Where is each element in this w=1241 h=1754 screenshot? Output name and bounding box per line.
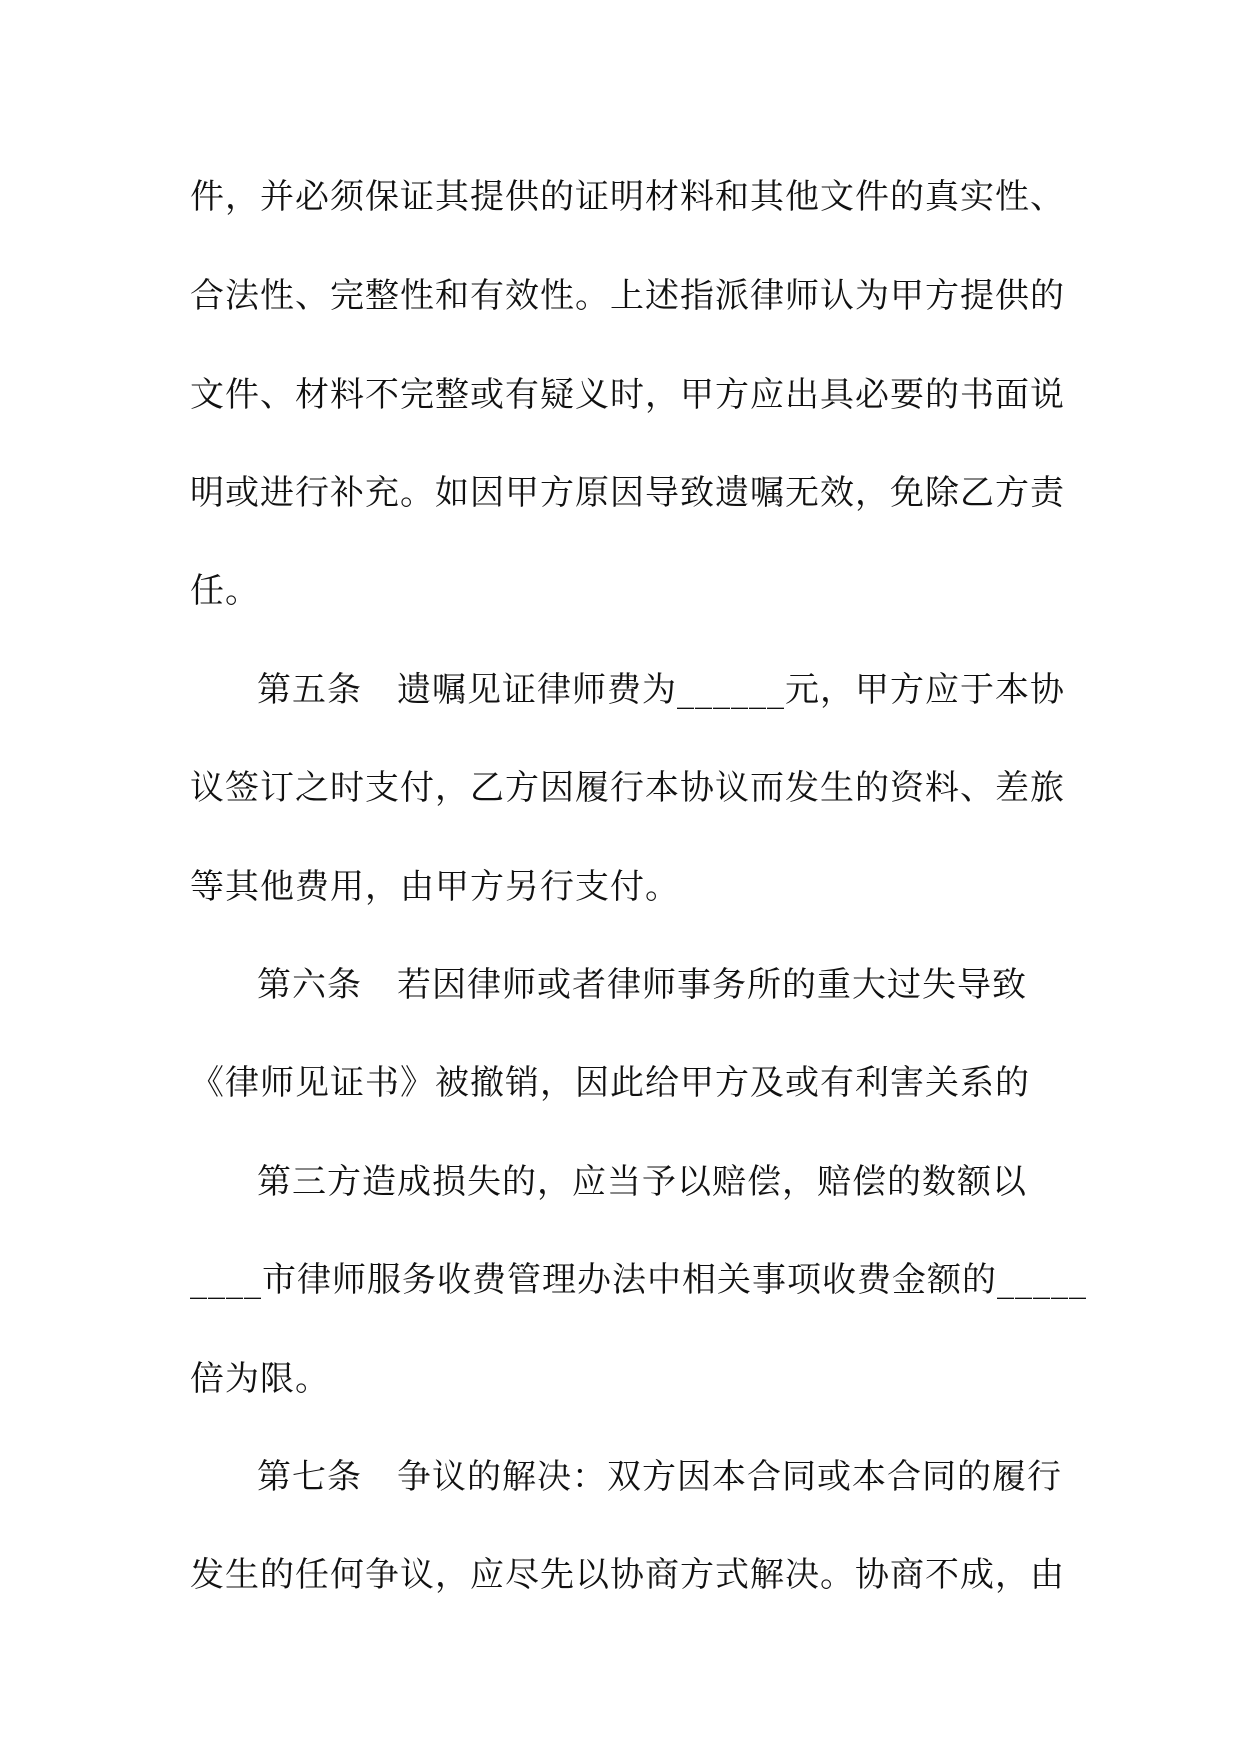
article-7-line: 第七条 争议的解决：双方因本合同或本合同的履行 — [257, 1457, 1062, 1497]
paragraph-line: 等其他费用，由甲方另行支付。 — [190, 867, 680, 907]
paragraph-line: 任。 — [190, 571, 260, 611]
article-6-line: 第六条 若因律师或者律师事务所的重大过失导致 — [257, 965, 1027, 1005]
paragraph-line: ____市律师服务收费管理办法中相关事项收费金额的_____ — [190, 1260, 1087, 1300]
paragraph-line: 合法性、完整性和有效性。上述指派律师认为甲方提供的 — [190, 276, 1065, 316]
article-5-line: 第五条 遗嘱见证律师费为______元，甲方应于本协 — [257, 670, 1065, 710]
paragraph-line: 倍为限。 — [190, 1359, 330, 1399]
paragraph-line: 明或进行补充。如因甲方原因导致遗嘱无效，免除乙方责 — [190, 473, 1065, 513]
paragraph-line: 发生的任何争议，应尽先以协商方式解决。协商不成，由 — [190, 1555, 1065, 1595]
paragraph-line: 《律师见证书》被撤销，因此给甲方及或有利害关系的 — [190, 1063, 1030, 1103]
paragraph-line: 第三方造成损失的，应当予以赔偿，赔偿的数额以 — [257, 1162, 1027, 1202]
paragraph-line: 件，并必须保证其提供的证明材料和其他文件的真实性、 — [190, 177, 1065, 217]
paragraph-line: 文件、材料不完整或有疑义时，甲方应出具必要的书面说 — [190, 375, 1065, 415]
paragraph-line: 议签订之时支付，乙方因履行本协议而发生的资料、差旅 — [190, 768, 1065, 808]
